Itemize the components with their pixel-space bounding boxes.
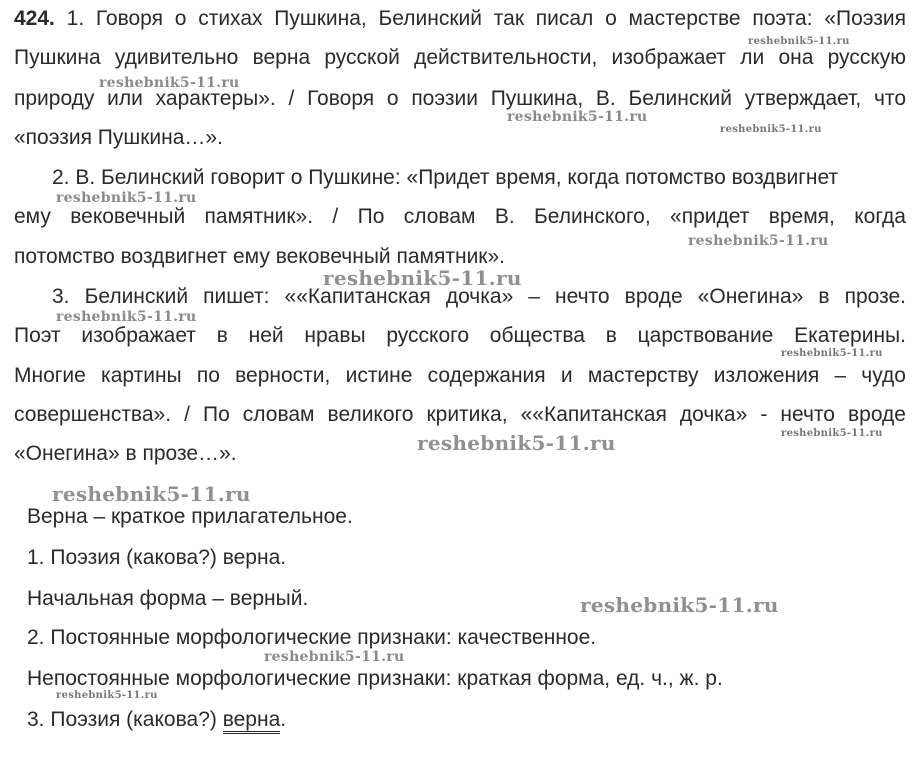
watermark: reshebnik5-11.ru (507, 109, 648, 125)
p1-line2: Пушкина удивительно верна русской действительности, изображает ли она русскую (14, 46, 906, 69)
watermark: reshebnik5-11.ru (99, 75, 240, 91)
analysis-line3: Начальная форма – верный. (27, 587, 309, 610)
p3-line3: Многие картины по верности, истине содержания и мастерству изложения – чудо (14, 364, 906, 387)
watermark: reshebnik5-11.ru (56, 690, 158, 701)
p2-line1: 2. В. Белинский говорит о Пушкине: «Придет время, когда потомство воздвигнет (52, 166, 839, 189)
analysis-line2: 1. Поэзия (какова?) верна. (27, 546, 287, 569)
p2-line2: ему вековечный памятник». / По словам В. Белинского, «придет время, когда (14, 205, 906, 228)
p3-line4: совершенства». / По словам великого критика, ««Капитанская дочка» - нечто вроде (14, 403, 906, 426)
watermark: reshebnik5-11.ru (720, 124, 822, 135)
watermark: reshebnik5-11.ru (580, 593, 779, 617)
watermark: reshebnik5-11.ru (781, 428, 883, 439)
watermark: reshebnik5-11.ru (52, 482, 251, 506)
watermark: reshebnik5-11.ru (264, 649, 405, 665)
exercise-number: 424. (14, 7, 55, 30)
watermark: reshebnik5-11.ru (56, 190, 197, 206)
p1-line1-text: 1. Говоря о стихах Пушкина, Белинский так писал о мастерстве поэта: «Поэзия (66, 7, 906, 30)
analysis-line5: Непостоянные морфологические признаки: краткая форма, ед. ч., ж. р. (27, 667, 723, 690)
watermark: reshebnik5-11.ru (56, 309, 197, 325)
analysis-line6 (27, 707, 286, 733)
watermark: reshebnik5-11.ru (748, 36, 850, 47)
watermark: reshebnik5-11.ru (688, 233, 829, 249)
analysis-line6-suffix: . (280, 708, 287, 731)
analysis-line4: 2. Постоянные морфологические признаки: качественное. (27, 626, 597, 649)
p1-line3: природу или характеры». / Говоря о поэзии Пушкина, В. Белинский утверждает, что (14, 87, 906, 110)
watermark: reshebnik5-11.ru (781, 348, 883, 359)
p2-line3: потомство воздвигнет ему вековечный памятник». (14, 245, 505, 268)
p1-line4: «поэзия Пушкина…». (14, 126, 223, 149)
watermark: reshebnik5-11.ru (417, 431, 616, 455)
p3-line2: Поэт изображает в ней нравы русского общества в царствование Екатерины. (14, 324, 906, 347)
p3-line5: «Онегина» в прозе…». (14, 442, 237, 465)
watermark: reshebnik5-11.ru (323, 266, 522, 290)
p1-line1 (14, 6, 906, 32)
p3-line1: 3. Белинский пишет: ««Капитанская дочка» – нечто вроде «Онегина» в прозе. (52, 285, 906, 308)
analysis-line1: Верна – краткое прилагательное. (27, 505, 353, 528)
analysis-line6-prefix: 3. Поэзия (какова?) (27, 708, 223, 731)
underlined-predicate: верна (223, 708, 281, 734)
